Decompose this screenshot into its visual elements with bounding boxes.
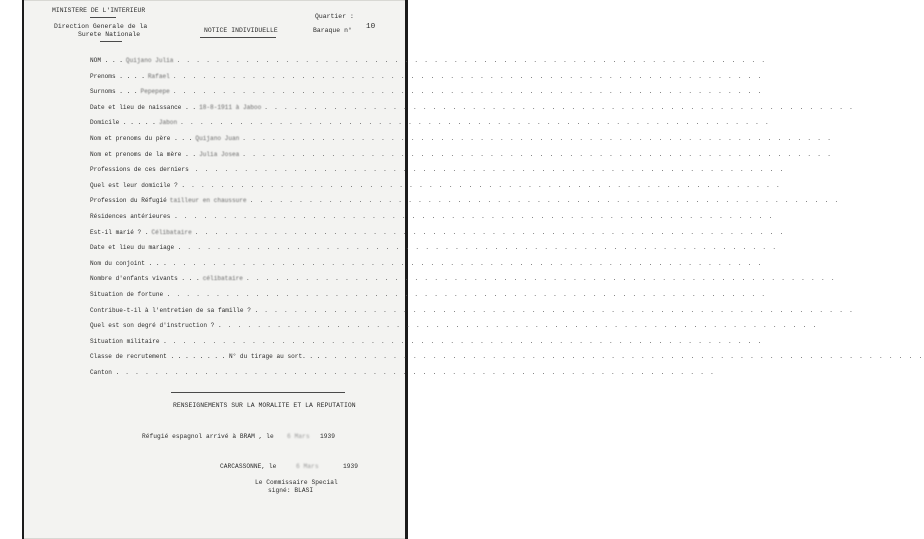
section-title: RENSEIGNEMENTS SUR LA MORALITE ET LA REPUTATION [173, 402, 356, 409]
form-row-value: Quijano Juan [195, 135, 240, 142]
form-row-label: Date et lieu de naissance . . [90, 103, 197, 111]
form-row-label: Quel est son degré d'instruction ? . [90, 322, 222, 330]
form-row [90, 306, 855, 315]
form-row-label: Classe de recrutement . . . . . . . . N° du tirage au sort. . . . [90, 353, 328, 361]
form-row-label: NOM . . . [90, 57, 123, 64]
form-row-dotted-leader: . . . . . . . . . . . . . . . . . . . . . . . . . . . . . . . . . . . . . . . . . . . . . . . . . . . . . . . . . . . . [172, 259, 763, 267]
form-row-dotted-leader: . . . . . . . . . . . . . . . . . . . . . . . . . . . . . . . . . . . . . . . . . . . . . . . . . . . . . . . . . . . . [191, 181, 781, 189]
refugee-arrival-text: Réfugié espagnol arrivé à BRAM , le [142, 433, 274, 440]
form-row-value: Julia Josea [199, 150, 240, 158]
form-row-label: Quel est leur domicile ? . [90, 181, 186, 189]
form-row [90, 337, 763, 346]
form-row-dotted-leader: . . . . . . . . . . . . . . . . . . . . . . . . . . . . . . . . . . . . . . . . . . . . . . . . . . . . . . . . . . . . [176, 291, 767, 298]
form-row [90, 244, 778, 252]
form-row-dotted-leader: . . . . . . . . . . . . . . . . . . . . . . . . . . . . . . . . . . . . . . . . . . . . . . . . . . . . . . . . . . . . [194, 228, 785, 236]
form-row [90, 275, 836, 283]
form-row-dotted-leader: . . . . . . . . . . . . . . . . . . . . . . . . . . . . . . . . . . . . . . . . . . . . . . . . . . . . . . . . . . . . [180, 119, 770, 127]
form-row-dotted-leader: . . . . . . . . . . . . . . . . . . . . . . . . . . . . . . . . . . . . . . . . . . . . . . . . . . . . . . . . . . . . [194, 166, 785, 174]
form-row-dotted-leader: . . . . . . . . . . . . . . . . . . . . . . . . . . . . . . . . . . . . . . . . . . . . . . . . . . . . . . . . . . . . [172, 72, 763, 80]
form-row [90, 291, 767, 299]
form-row [90, 181, 781, 190]
form-row-dotted-leader: . . . . . . . . . . . . . . . . . . . . . . . . . . . . . . . . . . . . . . . . . . . . . . . . . . . . . . . . . . . . [242, 135, 833, 142]
form-row-dotted-leader: . . . . . . . . . . . . . . . . . . . . . . . . . . . . . . . . . . . . . . . . . . . . . . . . . . . . . . . . . . . . [227, 322, 818, 330]
document-page [22, 0, 407, 539]
signature-year: 1939 [343, 463, 359, 470]
refugee-arrival-date: 6 Mars [287, 433, 310, 440]
signature-place: CARCASSONNE, le [220, 463, 277, 470]
form-row-dotted-leader: . . . . . . . . . . . . . . . . . . . . . . . . . . . . . . . . . . . . . . . . . . . . . . . . . . . . . . . . . . . . [264, 103, 855, 111]
form-row [90, 150, 833, 159]
form-row-dotted-leader: . . . . . . . . . . . . . . . . . . . . . . . . . . . . . . . . . . . . . . . . . . . . . . . . . . . . . . . . . . . . [172, 88, 763, 96]
form-row-dotted-leader: . . . . . . . . . . . . . . . . . . . . . . . . . . . . . . . . . . . . . . . . . . . . . . . . . . . . . . . . . . . . [333, 353, 924, 361]
form-row-value: Quijano Julia [125, 57, 174, 64]
form-row-dotted-leader: . . . . . . . . . . . . . . . . . . . . . . . . . . . . . . . . . . . . . . . . . . . . . . . . . . . . . . . . . . . . [245, 275, 836, 283]
form-row [90, 213, 774, 221]
direction-line-1: Direction Generale de la [54, 23, 148, 30]
form-row-label: Nom du conjoint . . . [90, 259, 167, 267]
form-row-label: Contribue-t-il à l'entretien de sa famille ? . [90, 306, 259, 314]
form-row [90, 72, 763, 81]
form-row-dotted-leader: . . . . . . . . . . . . . . . . . . . . . . . . . . . . . . . . . . . . . . . . . . . . . . . . . . . . . . . . . . . . [172, 337, 763, 345]
form-row-label: Nom et prenoms du père . . . [90, 135, 193, 142]
form-row-dotted-leader: . . . . . . . . . . . . . . . . . . . . . . . . . . . . . . . . . . . . . . . . . . . . . . . . . . . . . . . . . . . . [183, 213, 774, 220]
form-row-value: Célibataire [151, 228, 192, 236]
form-row-value: célibataire [202, 275, 243, 283]
form-row-label: Domicile . . . . . [90, 119, 156, 127]
notice-title: NOTICE INDIVIDUELLE [204, 27, 278, 34]
form-row [90, 228, 785, 237]
form-row [90, 369, 716, 377]
form-row-dotted-leader: . . . . . . . . . . . . . . . . . . . . . . . . . . . . . . . . . . . . . . . . . . . . . . . . . . . . . . . . . . . . [176, 57, 767, 64]
form-row [90, 103, 855, 112]
form-row [90, 322, 818, 330]
form-row-label: Date et lieu du mariage . [90, 244, 182, 252]
form-row-dotted-leader: . . . . . . . . . . . . . . . . . . . . . . . . . . . . . . . . . . . . . . . . . . . . . . . . . . . . . . . . . . . . [264, 306, 855, 314]
form-row [90, 353, 924, 361]
form-row-value: Rafael [147, 72, 170, 80]
form-row-label: Prenoms . . . . [90, 72, 145, 80]
form-row-dotted-leader: . . . . . . . . . . . . . . . . . . . . . . . . . . . . . . . . . . . . . . . . . . . . . . . . . . . . . . . . . . . . [249, 197, 840, 205]
form-row-label: Profession du Réfugié [90, 197, 167, 205]
refugee-arrival-year: 1939 [320, 433, 336, 440]
signature-title: Le Commissaire Special [255, 479, 338, 486]
form-row-label: Canton . [90, 369, 120, 376]
form-row-label: Surnoms . . . [90, 88, 138, 96]
form-row-dotted-leader: . . . . . . . . . . . . . . . . . . . . . . . . . . . . . . . . . . . . . . . . . . . . . . . . . . . . . . . . . . . . [125, 369, 716, 376]
form-row-value: Pepepepe [140, 88, 170, 96]
form-row [90, 119, 770, 127]
form-row-label: Nom et prenoms de la mère . . [90, 150, 197, 158]
form-row [90, 166, 785, 174]
direction-underline [100, 41, 122, 42]
form-row-label: Professions de ces derniers [90, 166, 189, 174]
form-row [90, 259, 763, 268]
form-row [90, 135, 833, 143]
form-row-value: tailleur en chaussure [169, 197, 247, 205]
form-row-dotted-leader: . . . . . . . . . . . . . . . . . . . . . . . . . . . . . . . . . . . . . . . . . . . . . . . . . . . . . . . . . . . . [242, 150, 833, 158]
form-row-label: Situation de fortune . [90, 291, 171, 298]
baraque-value: 10 [366, 23, 376, 31]
section-rule-top [171, 392, 345, 393]
signature-signed: signé: BLASI [268, 487, 314, 494]
baraque-label: Baraque n° [313, 27, 352, 34]
quartier-label: Quartier : [315, 13, 354, 20]
ministry-underline [90, 17, 116, 18]
scan-edge-left [22, 0, 24, 539]
form-row-label: Résidences antérieures . [90, 213, 178, 220]
form-row [90, 197, 840, 205]
form-row-value: 18-8-1911 à Jaboo [199, 103, 262, 111]
ministry-heading: MINISTERE DE L'INTERIEUR [52, 7, 146, 14]
form-row-value: Jabon [158, 119, 178, 127]
form-row [90, 88, 763, 96]
form-row-label: Nombre d'enfants vivants . . . [90, 275, 200, 283]
form-row-dotted-leader: . . . . . . . . . . . . . . . . . . . . . . . . . . . . . . . . . . . . . . . . . . . . . . . . . . . . . . . . . . . . [187, 244, 778, 252]
form-row-label: Est-il marié ? . [90, 228, 149, 236]
notice-title-underline [200, 37, 276, 38]
direction-line-2: Surete Nationale [78, 31, 141, 38]
form-row [90, 57, 767, 65]
signature-date: 6 Mars [296, 463, 319, 470]
scan-edge-right [405, 0, 408, 539]
form-row-label: Situation militaire . [90, 337, 167, 345]
